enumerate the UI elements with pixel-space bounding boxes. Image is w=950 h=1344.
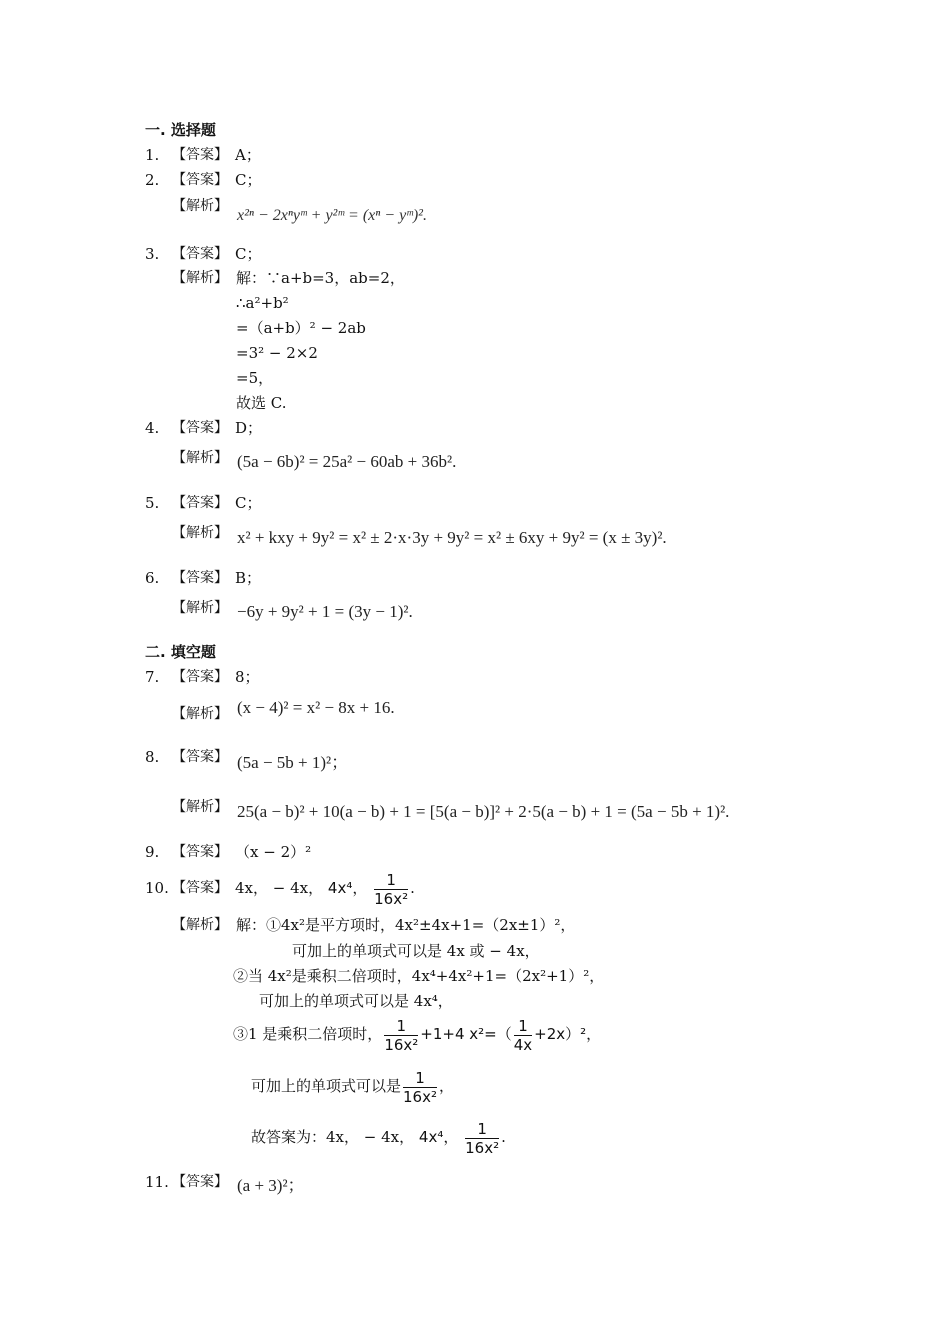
answer-value: C； — [235, 171, 262, 189]
solution-line — [251, 1115, 506, 1159]
explanation-label: 【解析】 — [172, 799, 228, 815]
question-2 — [145, 170, 262, 190]
question-4 — [145, 418, 263, 438]
answer-value — [235, 866, 415, 910]
fraction — [465, 1120, 499, 1157]
solution-text: +2x）²， — [534, 1025, 602, 1043]
answer-label: 【答案】 — [172, 669, 228, 685]
answer-value: C； — [235, 494, 262, 512]
answer-value: 8； — [235, 668, 260, 686]
solution-line: =5， — [236, 369, 274, 387]
question-number: 9. — [145, 843, 160, 861]
solution-line: 解：①4x²是平方项时，4x²±4x+1=（2x±1）²， — [236, 916, 576, 934]
fraction — [403, 1069, 437, 1106]
answer-value: (a + 3)²； — [237, 1176, 305, 1195]
fraction-denominator: 16x² — [384, 1035, 419, 1054]
explanation-label: 【解析】 — [172, 198, 228, 214]
solution-text: +1+4 x²=（ — [420, 1025, 512, 1043]
explanation-formula: x² + kxy + 9y² = x² ± 2·x·3y + 9y² = x² ± 6xy + 9y² = (x ± 3y)². — [237, 528, 667, 547]
explanation-label: 【解析】 — [172, 450, 228, 466]
explanation-label: 【解析】 — [172, 270, 228, 286]
fraction-denominator: 4x — [513, 1035, 533, 1054]
question-number: 1. — [145, 146, 160, 164]
answer-label: 【答案】 — [172, 749, 228, 765]
fraction — [374, 871, 408, 908]
question-number: 2. — [145, 171, 160, 189]
fraction-denominator: 16x² — [465, 1138, 500, 1157]
answer-value: A； — [235, 146, 261, 164]
fraction — [514, 1017, 532, 1054]
answer-label: 【答案】 — [172, 495, 228, 511]
fraction-numerator: 1 — [403, 1069, 437, 1088]
answer-label: 【答案】 — [172, 420, 228, 436]
question-number: 3. — [145, 245, 160, 263]
question-9 — [145, 842, 312, 862]
answer-label: 【答案】 — [172, 880, 228, 896]
fraction-numerator: 1 — [374, 871, 408, 890]
answer-value: C； — [235, 245, 262, 263]
solution-line — [233, 1012, 601, 1056]
fraction-numerator: 1 — [514, 1017, 532, 1036]
explanation-label: 【解析】 — [172, 706, 228, 722]
answer-monomial: 4x⁴， — [327, 879, 368, 897]
question-6 — [145, 568, 262, 588]
answer-label: 【答案】 — [172, 246, 228, 262]
explanation-label: 【解析】 — [172, 917, 228, 933]
answer-label: 【答案】 — [172, 172, 228, 188]
answer-value: D； — [235, 419, 263, 437]
solution-line: 可加上的单项式可以是 4x 或 − 4x， — [292, 942, 540, 960]
solution-line: 可加上的单项式可以是 4x⁴， — [259, 992, 453, 1010]
solution-line: ∴a²+b² — [236, 294, 289, 312]
question-11 — [145, 1172, 228, 1192]
explanation-formula: −6y + 9y² + 1 = (3y − 1)². — [237, 602, 413, 621]
answer-value: （x − 2）² — [235, 843, 312, 861]
question-number: 8. — [145, 748, 160, 766]
answer-value: (5a − 5b + 1)²； — [237, 753, 349, 772]
explanation-label: 【解析】 — [172, 525, 228, 541]
question-number: 5. — [145, 494, 160, 512]
solution-line: =3² − 2×2 — [236, 344, 318, 362]
solution-text: 故答案为：4x， − 4x， — [251, 1128, 415, 1146]
explanation-label: 【解析】 — [172, 600, 228, 616]
question-1 — [145, 145, 261, 165]
question-number: 7. — [145, 668, 160, 686]
solution-line: 故选 C. — [236, 394, 287, 412]
answer-label: 【答案】 — [172, 1174, 228, 1190]
question-8 — [145, 747, 228, 767]
answer-value: B； — [235, 569, 262, 587]
solution-line: 解：∵a+b=3，ab=2， — [236, 269, 405, 287]
solution-text: 可加上的单项式可以是 — [251, 1077, 402, 1095]
question-number: 10. — [145, 879, 169, 897]
solution-text: ， — [439, 1077, 455, 1095]
fraction-numerator: 1 — [465, 1120, 499, 1139]
question-3 — [145, 244, 262, 264]
period: . — [410, 879, 415, 897]
solution-line: ②当 4x²是乘积二倍项时，4x⁴+4x²+1=（2x²+1）²， — [233, 967, 605, 985]
question-10 — [145, 878, 228, 898]
answer-text: 4x， − 4x， — [235, 879, 324, 897]
answer-monomial: 4x⁴， — [418, 1128, 459, 1146]
solution-text: ③1 是乘积二倍项时， — [233, 1025, 383, 1043]
answer-label: 【答案】 — [172, 570, 228, 586]
solution-line: =（a+b）² − 2ab — [236, 319, 366, 337]
explanation-formula: (5a − 6b)² = 25a² − 60ab + 36b². — [237, 452, 457, 471]
question-5 — [145, 493, 262, 513]
solution-line — [251, 1064, 454, 1108]
fraction-numerator: 1 — [384, 1017, 418, 1036]
period: . — [501, 1128, 506, 1146]
question-number: 4. — [145, 419, 160, 437]
explanation-formula: (x − 4)² = x² − 8x + 16. — [237, 698, 395, 717]
explanation-formula: 25(a − b)² + 10(a − b) + 1 = [5(a − b)]² + 2·5(a − b) + 1 = (5a − 5b + 1)². — [237, 802, 730, 821]
answer-label: 【答案】 — [172, 844, 228, 860]
section-title-fill: 二. 填空题 — [145, 643, 216, 661]
section-title-choice: 一. 选择题 — [145, 121, 216, 139]
fraction — [384, 1017, 418, 1054]
explanation-formula: x²ⁿ − 2xⁿyᵐ + y²ᵐ = (xⁿ − yᵐ)². — [237, 207, 427, 224]
answer-label: 【答案】 — [172, 147, 228, 163]
question-number: 6. — [145, 569, 160, 587]
question-7 — [145, 667, 260, 687]
fraction-denominator: 16x² — [403, 1087, 437, 1106]
question-number: 11. — [145, 1173, 169, 1191]
fraction-denominator: 16x² — [374, 889, 409, 908]
